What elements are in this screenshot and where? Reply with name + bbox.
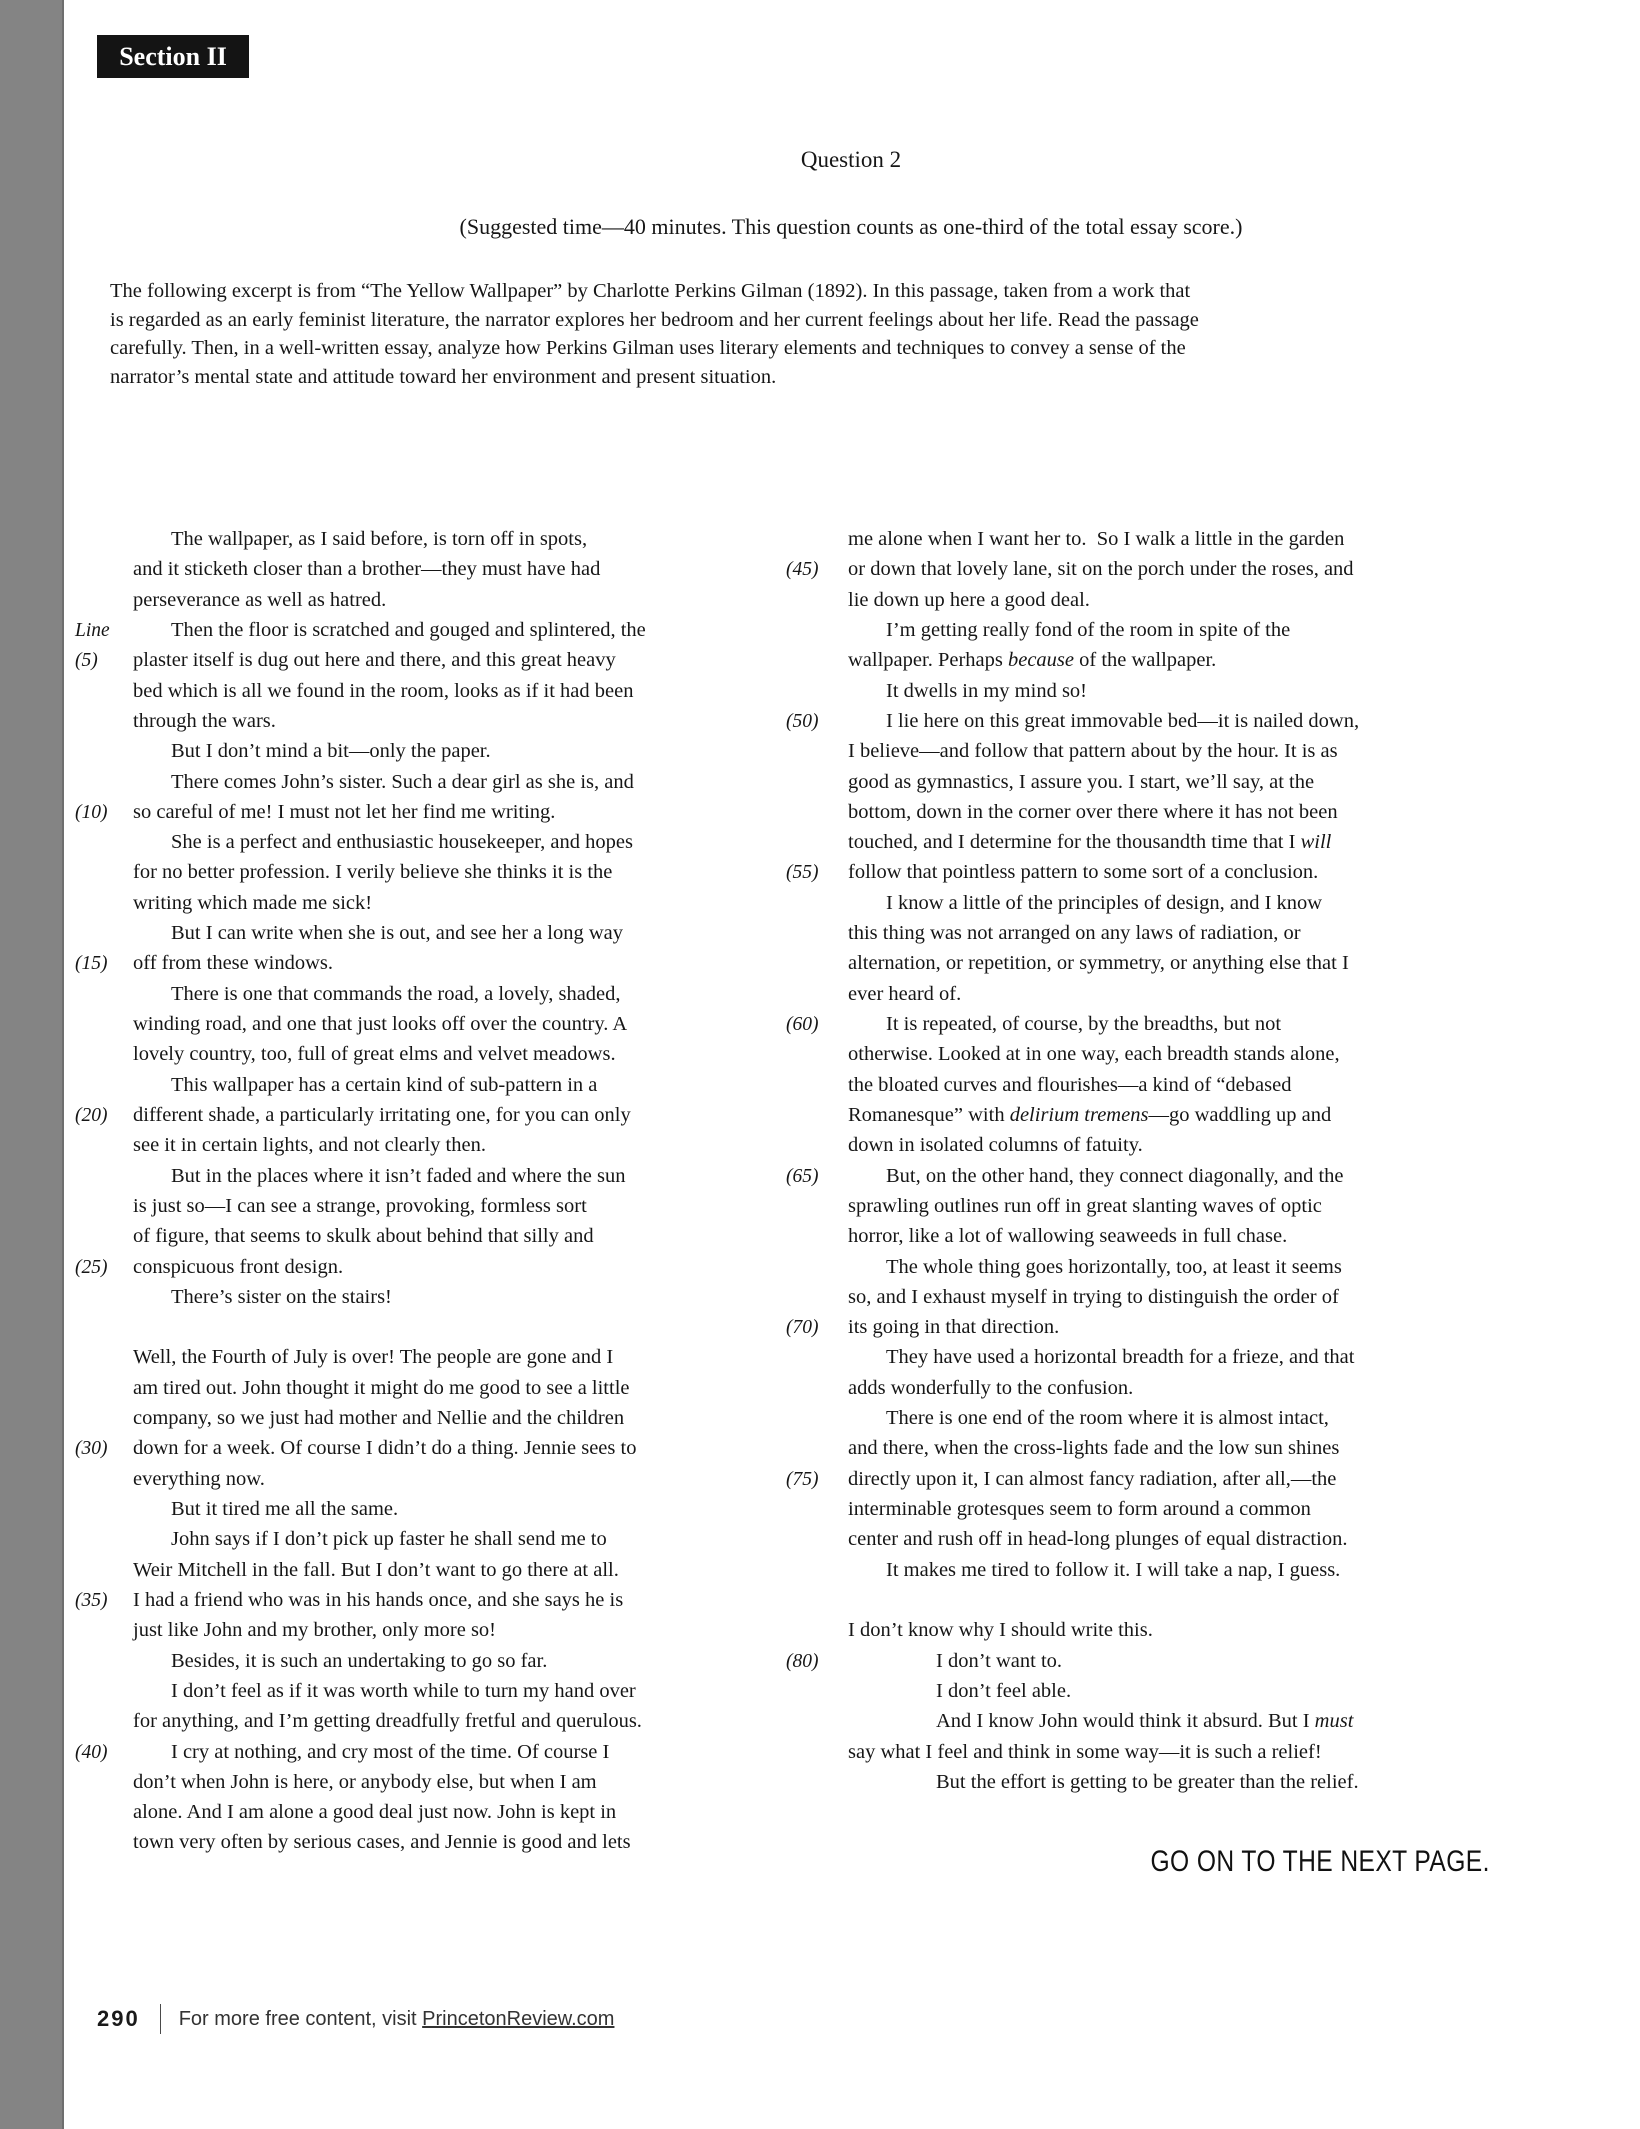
line-text: just like John and my brother, only more so!: [133, 1619, 497, 1642]
line-text: But, on the other hand, they connect diagonally, and the: [886, 1164, 1344, 1187]
line-number: (45): [786, 559, 819, 581]
page-footer: [97, 2004, 614, 2034]
line-text: But the effort is getting to be greater than the relief.: [936, 1770, 1359, 1793]
passage-line: [786, 619, 1510, 649]
line-number: (40): [75, 1741, 108, 1763]
line-text: lie down up here a good deal.: [848, 588, 1090, 611]
passage-line: [786, 1377, 1510, 1407]
passage-line: [786, 558, 1510, 588]
line-text: directly upon it, I can almost fancy radiation, after all,—the: [848, 1467, 1337, 1490]
passage-line: [786, 528, 1510, 558]
line-number: (65): [786, 1165, 819, 1187]
line-text: off from these windows.: [133, 952, 334, 975]
passage-line: [75, 1225, 780, 1255]
passage-line: [786, 1134, 1510, 1164]
passage-line: [75, 1377, 780, 1407]
passage-line: [75, 1650, 780, 1680]
line-text: I don’t feel as if it was worth while to turn my hand over: [171, 1679, 636, 1702]
line-number: (60): [786, 1014, 819, 1035]
passage-line: [75, 831, 780, 861]
line-text: different shade, a particularly irritating one, for you can only: [133, 1103, 631, 1126]
line-text: I don’t want to.: [936, 1649, 1063, 1672]
line-text: I don’t feel able.: [936, 1679, 1072, 1702]
passage-line: [786, 740, 1510, 770]
line-text: Well, the Fourth of July is over! The people are gone and I: [133, 1346, 614, 1369]
passage-line: [75, 1104, 780, 1134]
passage-line: [75, 1437, 780, 1467]
passage-line: [786, 1619, 1510, 1649]
passage-line: [75, 983, 780, 1013]
line-text: There is one that commands the road, a lovely, shaded,: [171, 982, 621, 1005]
line-text: conspicuous front design.: [133, 1255, 344, 1278]
line-text: its going in that direction.: [848, 1316, 1060, 1339]
line-text: alone. And I am alone a good deal just now. John is kept in: [133, 1801, 617, 1824]
passage-line: [75, 922, 780, 952]
passage-line: [75, 1013, 780, 1043]
footer-text: [179, 2008, 615, 2031]
line-text: There is one end of the room where it is almost intact,: [886, 1407, 1329, 1430]
passage-line: [786, 1316, 1510, 1346]
line-text: and it sticketh closer than a brother—they must have had: [133, 558, 601, 581]
line-number: (20): [75, 1104, 108, 1126]
passage-line: [75, 861, 780, 891]
passage-line: [786, 922, 1510, 952]
passage-line: [786, 1195, 1510, 1225]
line-text: and there, when the cross-lights fade and the low sun shines: [848, 1437, 1340, 1460]
passage-line: [75, 1741, 780, 1771]
passage-line: [786, 1710, 1510, 1740]
passage-line: [75, 1256, 780, 1286]
line-text: bed which is all we found in the room, looks as if it had been: [133, 679, 634, 702]
line-number: (5): [75, 650, 98, 672]
passage-line: [786, 1104, 1510, 1134]
passage-line: [75, 1165, 780, 1195]
line-number: (80): [786, 1650, 819, 1672]
passage-line: [786, 1650, 1510, 1680]
line-number: (25): [75, 1256, 108, 1278]
line-text: I lie here on this great immovable bed—it is nailed down,: [886, 709, 1360, 732]
line-number: (55): [786, 862, 819, 884]
passage-line: [75, 619, 780, 649]
passage-line: [786, 1165, 1510, 1195]
line-text: ever heard of.: [848, 982, 962, 1005]
line-text: see it in certain lights, and not clearly then.: [133, 1134, 486, 1157]
line-text: I cry at nothing, and cry most of the time. Of course I: [171, 1740, 610, 1763]
line-text: Romanesque” with delirium tremens—go waddling up and: [848, 1103, 1332, 1126]
passage-line: [786, 710, 1510, 740]
line-text: I believe—and follow that pattern about by the hour. It is as: [848, 740, 1338, 763]
line-text: perseverance as well as hatred.: [133, 588, 387, 611]
passage-line: [786, 1407, 1510, 1437]
passage-line: [786, 831, 1510, 861]
line-text: Then the floor is scratched and gouged and splintered, the: [171, 618, 646, 641]
prompt-line: carefully. Then, in a well-written essay, analyze how Perkins Gilman uses literary elements and techniques to convey a sense of the: [110, 337, 1186, 359]
line-text: sprawling outlines run off in great slanting waves of optic: [848, 1194, 1322, 1217]
passage-line: [75, 1074, 780, 1104]
line-text: me alone when I want her to. So I walk a little in the garden: [848, 528, 1345, 550]
line-text: But in the places where it isn’t faded and where the sun: [171, 1164, 626, 1187]
passage-line: [786, 1286, 1510, 1316]
line-text: She is a perfect and enthusiastic housekeeper, and hopes: [171, 831, 633, 854]
line-number: (50): [786, 710, 819, 732]
passage-line: [75, 589, 780, 619]
line-text: They have used a horizontal breadth for a frieze, and that: [886, 1346, 1355, 1369]
page-number: 290: [97, 2006, 140, 2031]
passage-line: [75, 1559, 780, 1589]
passage-line: [786, 1771, 1510, 1801]
passage-blank-line: [786, 1589, 1510, 1619]
line-text: The whole thing goes horizontally, too, at least it seems: [886, 1255, 1342, 1278]
line-text: It dwells in my mind so!: [886, 679, 1088, 702]
line-text: otherwise. Looked at in one way, each breadth stands alone,: [848, 1043, 1340, 1066]
passage-line: [786, 1256, 1510, 1286]
passage-line: [75, 1407, 780, 1437]
line-text: for no better profession. I verily believe she thinks it is the: [133, 861, 613, 884]
passage-line: [75, 1831, 780, 1861]
passage-line: [786, 649, 1510, 679]
line-text: don’t when John is here, or anybody else, but when I am: [133, 1770, 597, 1793]
suggested-time-note: (Suggested time—40 minutes. This question counts as one-third of the total essay score.): [459, 214, 1243, 239]
line-text: plaster itself is dug out here and there, and this great heavy: [133, 649, 616, 672]
passage-line: [75, 771, 780, 801]
line-text: I don’t know why I should write this.: [848, 1619, 1153, 1642]
footer-link[interactable]: PrincetonReview.com: [422, 2007, 615, 2030]
passage-line: [786, 771, 1510, 801]
passage-line: [786, 1498, 1510, 1528]
line-text: There comes John’s sister. Such a dear girl as she is, and: [171, 770, 634, 793]
line-text: touched, and I determine for the thousandth time that I will: [848, 831, 1332, 854]
line-text: But it tired me all the same.: [171, 1498, 399, 1520]
line-text: am tired out. John thought it might do me good to see a little: [133, 1376, 630, 1399]
line-text: interminable grotesques seem to form around a common: [848, 1498, 1311, 1520]
line-text: so, and I exhaust myself in trying to distinguish the order of: [848, 1285, 1339, 1308]
passage-line: [786, 1074, 1510, 1104]
passage-line: [75, 1468, 780, 1498]
line-text: adds wonderfully to the confusion.: [848, 1376, 1134, 1399]
line-text: And I know John would think it absurd. But I must: [936, 1710, 1354, 1733]
line-text: writing which made me sick!: [133, 891, 373, 914]
line-text: alternation, or repetition, or symmetry, or anything else that I: [848, 952, 1349, 975]
passage-line: [786, 1559, 1510, 1589]
passage-line: [75, 1771, 780, 1801]
passage-line: [75, 528, 780, 558]
passage-line: [75, 1195, 780, 1225]
line-number: Line: [75, 619, 110, 641]
line-text: is just so—I can see a strange, provoking, formless sort: [133, 1194, 587, 1217]
passage-line: [786, 1225, 1510, 1255]
passage-line: [75, 1043, 780, 1073]
passage-line: [786, 983, 1510, 1013]
footer-text-lead: For more free content, visit: [178, 2007, 423, 2030]
prompt-line: narrator’s mental state and attitude toward her environment and present situation.: [110, 365, 777, 388]
line-text: I’m getting really fond of the room in spite of the: [886, 618, 1291, 641]
line-text: The wallpaper, as I said before, is torn off in spots,: [171, 528, 588, 550]
line-text: say what I feel and think in some way—it is such a relief!: [848, 1740, 1322, 1763]
line-text: follow that pointless pattern to some sort of a conclusion.: [848, 861, 1319, 884]
passage-line: [75, 1801, 780, 1831]
passage-line: [75, 649, 780, 679]
passage-line: [786, 1043, 1510, 1073]
footer-divider: [160, 2004, 161, 2034]
passage-line: [75, 1346, 780, 1376]
line-text: town very often by serious cases, and Jennie is good and lets: [133, 1831, 631, 1854]
prompt-line: is regarded as an early feminist literature, the narrator explores her bedroom and her current feelings about her life. Read the passage: [110, 308, 1199, 331]
line-text: John says if I don’t pick up faster he shall send me to: [171, 1528, 607, 1551]
passage-line: [786, 801, 1510, 831]
line-text: everything now.: [133, 1467, 265, 1490]
line-text: Weir Mitchell in the fall. But I don’t want to go there at all.: [133, 1558, 619, 1581]
line-text: this thing was not arranged on any laws of radiation, or: [848, 922, 1301, 945]
go-on-instruction: GO ON TO THE NEXT PAGE.: [1150, 1845, 1490, 1878]
passage-line: [75, 710, 780, 740]
passage-line: [786, 1528, 1510, 1558]
passage-line: [75, 1286, 780, 1316]
line-text: down for a week. Of course I didn’t do a thing. Jennie sees to: [133, 1437, 637, 1460]
passage-line: [786, 1437, 1510, 1467]
passage-line: [75, 1134, 780, 1164]
passage-line: [75, 1680, 780, 1710]
line-text: or down that lovely lane, sit on the porch under the roses, and: [848, 558, 1354, 581]
line-text: bottom, down in the corner over there where it has not been: [848, 800, 1338, 823]
line-text: horror, like a lot of wallowing seaweeds in full chase.: [848, 1225, 1288, 1248]
passage-line: [75, 1498, 780, 1528]
line-text: good as gymnastics, I assure you. I start, we’ll say, at the: [848, 770, 1315, 793]
passage-line: [786, 1346, 1510, 1376]
passage-line: [75, 952, 780, 982]
line-text: It makes me tired to follow it. I will take a nap, I guess.: [886, 1558, 1341, 1581]
line-text: It is repeated, of course, by the breadths, but not: [886, 1013, 1282, 1035]
line-text: the bloated curves and flourishes—a kind of “debased: [848, 1073, 1292, 1096]
prompt-line: The following excerpt is from “The Yellow Wallpaper” by Charlotte Perkins Gilman (1892). In this passage, taken from a work that: [110, 280, 1191, 302]
passage-line: [786, 1680, 1510, 1710]
passage-line: [75, 1619, 780, 1649]
line-text: lovely country, too, full of great elms and velvet meadows.: [133, 1043, 616, 1066]
passage-line: [75, 1710, 780, 1740]
passage-line: [75, 801, 780, 831]
line-text: center and rush off in head-long plunges of equal distraction.: [848, 1528, 1348, 1551]
line-text: But I don’t mind a bit—only the paper.: [171, 740, 491, 763]
line-text: down in isolated columns of fatuity.: [848, 1134, 1143, 1157]
passage-line: [786, 892, 1510, 922]
line-text: through the wars.: [133, 709, 276, 732]
line-text: wallpaper. Perhaps because of the wallpaper.: [848, 649, 1217, 672]
line-number: (75): [786, 1468, 819, 1490]
line-number: (70): [786, 1317, 819, 1339]
passage-line: [786, 952, 1510, 982]
line-text: I had a friend who was in his hands once, and she says he is: [133, 1588, 624, 1611]
line-number: (35): [75, 1589, 108, 1611]
question-title: Question 2: [800, 147, 902, 172]
passage-line: [786, 1741, 1510, 1771]
passage-line: [75, 892, 780, 922]
passage-blank-line: [75, 1316, 780, 1346]
line-text: company, so we just had mother and Nellie and the children: [133, 1407, 625, 1430]
passage-line: [786, 589, 1510, 619]
line-number: (15): [75, 953, 108, 975]
line-text: But I can write when she is out, and see her a long way: [171, 922, 624, 945]
left-margin-bar: [0, 0, 64, 2129]
line-text: Besides, it is such an undertaking to go so far.: [171, 1649, 548, 1672]
prompt-paragraph: [110, 277, 1199, 391]
passage-line: [75, 1528, 780, 1558]
passage-line: [786, 1013, 1510, 1043]
line-text: for anything, and I’m getting dreadfully fretful and querulous.: [133, 1710, 642, 1733]
line-text: This wallpaper has a certain kind of sub-pattern in a: [171, 1073, 598, 1096]
passage-line: [786, 1468, 1510, 1498]
passage-line: [75, 680, 780, 710]
line-number: (10): [75, 801, 108, 823]
section-badge-label: Section II: [119, 41, 227, 71]
passage-column-right: [786, 528, 1510, 1801]
passage-line: [75, 558, 780, 588]
line-text: I know a little of the principles of design, and I know: [886, 891, 1323, 914]
line-text: There’s sister on the stairs!: [171, 1285, 392, 1308]
passage-line: [786, 680, 1510, 710]
section-badge: [97, 35, 249, 78]
line-text: so careful of me! I must not let her find me writing.: [133, 800, 556, 823]
line-text: winding road, and one that just looks off over the country. A: [133, 1013, 628, 1035]
passage-line: [75, 740, 780, 770]
passage-line: [786, 861, 1510, 891]
line-number: (30): [75, 1438, 108, 1460]
passage-column-left: [75, 528, 780, 1862]
line-text: of figure, that seems to skulk about behind that silly and: [133, 1225, 594, 1248]
passage-line: [75, 1589, 780, 1619]
